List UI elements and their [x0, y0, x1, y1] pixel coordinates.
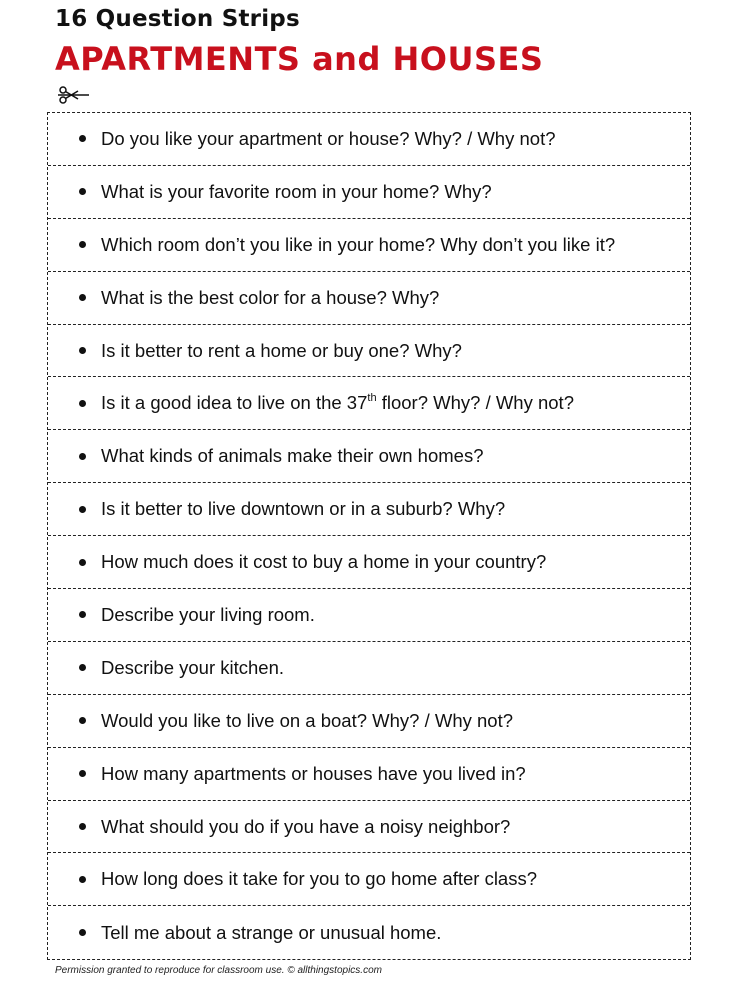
question-text: Is it better to rent a home or buy one? Why?	[101, 339, 462, 361]
question-strip	[48, 272, 690, 325]
question-text: Would you like to live on a boat? Why? / Why not?	[101, 709, 514, 731]
page-title: APARTMENTS and HOUSES	[55, 40, 544, 78]
question-text: How long does it take for you to go home after class?	[101, 868, 538, 890]
question-text: How much does it cost to buy a home in your country?	[101, 551, 547, 573]
bullet-icon	[79, 876, 86, 883]
question-strip	[48, 166, 690, 219]
question-strip	[48, 801, 690, 854]
question-strip	[48, 853, 690, 906]
bullet-icon	[79, 929, 86, 936]
question-text: Is it better to live downtown or in a suburb? Why?	[101, 498, 506, 520]
bullet-icon	[79, 294, 86, 301]
page-subtitle: 16 Question Strips	[55, 6, 300, 32]
question-text: Which room don’t you like in your home? Why don’t you like it?	[101, 233, 616, 255]
bullet-icon	[79, 770, 86, 777]
question-strip	[48, 113, 690, 166]
question-strip	[48, 377, 690, 430]
bullet-icon	[79, 453, 86, 460]
question-text: How many apartments or houses have you lived in?	[101, 762, 526, 784]
question-text: Do you like your apartment or house? Why? / Why not?	[101, 127, 556, 149]
question-strip	[48, 748, 690, 801]
question-strips	[47, 112, 691, 960]
bullet-icon	[79, 188, 86, 195]
question-text: Tell me about a strange or unusual home.	[101, 921, 442, 943]
question-text	[101, 392, 574, 414]
question-text: Describe your kitchen.	[101, 656, 285, 678]
question-text-before: Is it a good idea to live on the 37	[101, 392, 368, 414]
bullet-icon	[79, 506, 86, 513]
bullet-icon	[79, 823, 86, 830]
question-strip	[48, 642, 690, 695]
bullet-icon	[79, 347, 86, 354]
permission-footer: Permission granted to reproduce for classroom use. © allthingstopics.com	[55, 965, 382, 976]
question-strip	[48, 536, 690, 589]
bullet-icon	[79, 241, 86, 248]
bullet-icon	[79, 559, 86, 566]
question-strip	[48, 695, 690, 748]
question-text: Describe your living room.	[101, 603, 315, 625]
question-text-after: floor? Why? / Why not?	[376, 392, 574, 414]
question-strip	[48, 219, 690, 272]
question-strip	[48, 430, 690, 483]
question-text: What is the best color for a house? Why?	[101, 286, 440, 308]
question-strip	[48, 325, 690, 378]
bullet-icon	[79, 135, 86, 142]
question-strip	[48, 589, 690, 642]
question-text: What kinds of animals make their own homes?	[101, 445, 484, 467]
question-strip	[48, 906, 690, 959]
bullet-icon	[79, 717, 86, 724]
bullet-icon	[79, 611, 86, 618]
question-strip	[48, 483, 690, 536]
bullet-icon	[79, 664, 86, 671]
question-text: What is your favorite room in your home? Why?	[101, 180, 492, 202]
ordinal-suffix: th	[367, 392, 377, 405]
bullet-icon	[79, 400, 86, 407]
scissors-icon	[56, 85, 90, 105]
question-text: What should you do if you have a noisy neighbor?	[101, 815, 511, 837]
